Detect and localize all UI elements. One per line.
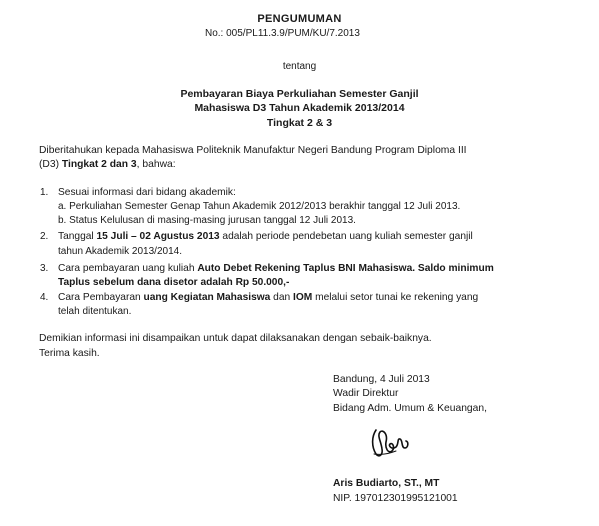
item-4-iom: IOM	[293, 292, 313, 303]
item-3-method: Auto Debet Rekening Taplus BNI Mahasiswa. Saldo minimum	[197, 263, 494, 274]
signature-place-date: Bandung, 4 Juli 2013	[333, 374, 430, 385]
document-number: No.: 005/PL11.3.9/PUM/KU/7.2013	[205, 28, 360, 39]
item-4-line-1	[58, 292, 478, 303]
closing-line-1: Demikian informasi ini disampaikan untuk dapat dilaksanakan dengan sebaik-baiknya.	[39, 333, 432, 344]
item-2-line-1	[58, 231, 473, 242]
intro-level: Tingkat 2 dan 3	[61, 159, 137, 170]
item-2-pre: Tanggal	[58, 231, 97, 242]
signatory-nip: NIP. 197012301995121001	[333, 493, 458, 504]
subject-line-3: Tingkat 2 & 3	[266, 117, 333, 129]
item-4-mid: dan	[270, 292, 293, 303]
item-3-line-2: Taplus sebelum dana disetor adalah Rp 50.000,-	[58, 277, 290, 288]
item-3-number: 3.	[40, 263, 49, 274]
intro-suffix: , bahwa:	[136, 159, 176, 170]
signature-role-2: Bidang Adm. Umum & Keuangan,	[333, 403, 487, 414]
item-2-line-2: tahun Akademik 2013/2014.	[58, 246, 182, 257]
signature-role-1: Wadir Direktur	[333, 388, 399, 399]
closing-line-2: Terima kasih.	[39, 348, 100, 359]
signatory-name: Aris Budiarto, ST., MT	[333, 478, 440, 489]
item-1-sub-a: a. Perkuliahan Semester Genap Tahun Akademik 2012/2013 berakhir tanggal 12 Juli 2013.	[58, 201, 461, 212]
intro-line-1-text: Diberitahukan kepada Mahasiswa Politeknik Manufaktur Negeri Bandung Program Diploma III	[39, 145, 467, 156]
item-2-post: adalah periode pendebetan uang kuliah semester ganjil	[219, 231, 473, 242]
item-3-pre: Cara pembayaran uang kuliah	[58, 263, 198, 274]
about-label: tentang	[282, 61, 317, 72]
intro-prefix: (D3)	[39, 159, 62, 170]
item-4-fee: uang Kegiatan Mahasiswa	[143, 292, 271, 303]
item-4-pre: Cara Pembayaran	[58, 292, 144, 303]
subject-line-1: Pembayaran Biaya Perkuliahan Semester Ganjil	[180, 88, 419, 100]
item-1-number: 1.	[40, 187, 49, 198]
subject-line-2: Mahasiswa D3 Tahun Akademik 2013/2014	[194, 102, 405, 114]
item-4-line-2: telah ditentukan.	[58, 306, 132, 317]
item-4-post: melalui setor tunai ke rekening yang	[312, 292, 479, 303]
item-2-period: 15 Juli – 02 Agustus 2013	[96, 231, 220, 242]
item-3-line-1	[58, 263, 494, 274]
item-2-number: 2.	[40, 231, 49, 242]
handwritten-signature	[368, 424, 414, 464]
intro-line-1	[39, 145, 567, 156]
item-1-sub-b: b. Status Kelulusan di masing-masing jurusan tanggal 12 Juli 2013.	[58, 215, 356, 226]
item-1-text: Sesuai informasi dari bidang akademik:	[58, 187, 236, 198]
item-4-number: 4.	[40, 292, 49, 303]
document-title: PENGUMUMAN	[257, 13, 342, 25]
intro-line-2	[39, 159, 176, 170]
